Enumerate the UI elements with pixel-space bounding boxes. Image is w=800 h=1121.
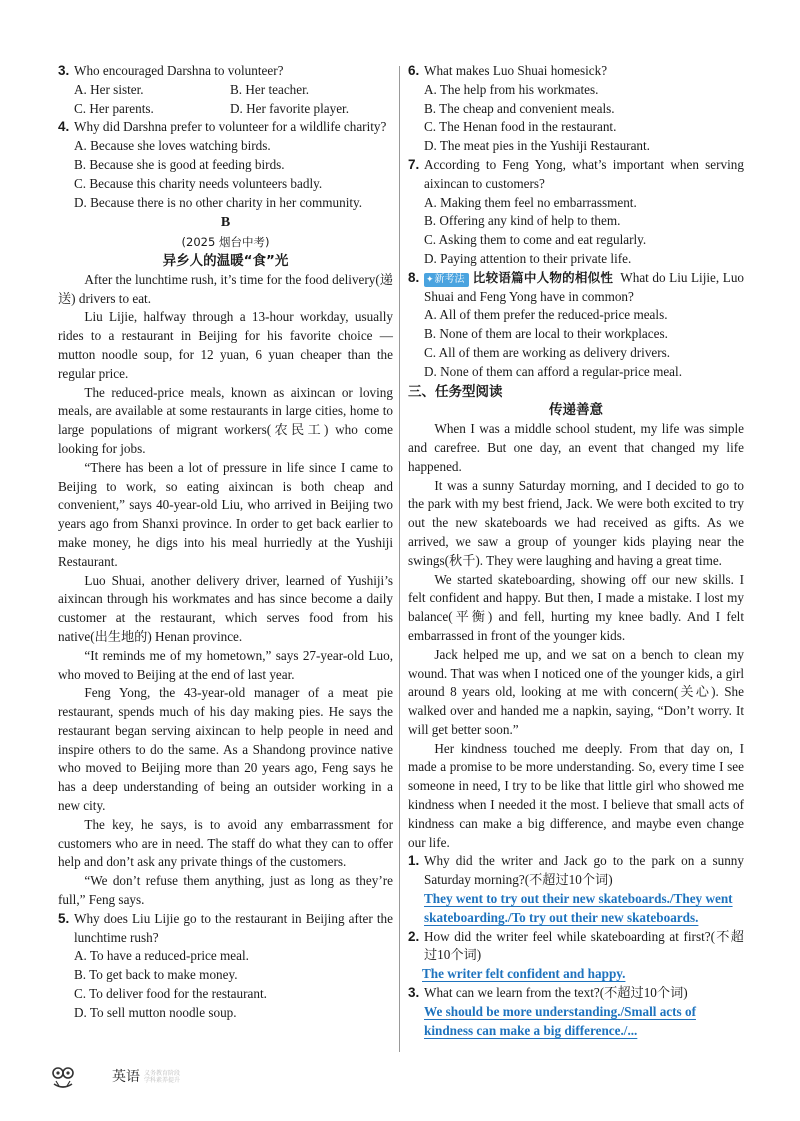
section-heading: 三、任务型阅读 [408,383,503,400]
page-footer [50,1064,180,1090]
paragraph: When I was a middle school student, my life was simple and carefree. But one day, an event that changed my life happened. [408,421,744,474]
option-b: B. The cheap and convenient meals. [424,100,615,116]
series-label [144,1070,180,1084]
option-b: B. Because she is good at feeding birds. [74,156,285,172]
question-text: How did the writer feel while skateboarding at first?(不超过10个词) [424,928,744,963]
right-column [408,62,744,1040]
option-a: A. Her sister. [74,81,144,97]
options [408,306,744,381]
question-3 [58,62,393,81]
options [408,194,744,269]
paragraph: “It reminds me of my hometown,” says 27-year-old Luo, who moved to Beijing at the end of last year. [58,647,393,682]
option-d: D. Paying attention to their private life. [424,250,632,266]
left-column [58,62,393,1023]
option-a: A. Because she loves watching birds. [74,138,271,154]
paragraph: It was a sunny Saturday morning, and I decided to go to the park with my best friend, Jack. We were both excited to try out the new skateboards we had received as gifts. As we arrived, we saw a group of younger kids playing near the swings(秋千). They were laughing and having a great time. [408,477,744,568]
question-text: Why does Liu Lijie go to the restaurant in Beijing after the lunchtime rush? [74,910,393,945]
options [58,81,393,119]
paragraph: Liu Lijie, halfway through a 13-hour workday, usually rides to a restaurant in Beijing for his favorite choice — mutton noodle soup, for 12 yuan, 6 yuan cheaper than the regular price. [58,309,393,381]
answer-text: They went to try out their new skateboards./They went skateboarding./To try out their new skateboards. [424,891,733,925]
question-text: Why did Darshna prefer to volunteer for a wildlife charity? [74,119,387,135]
question-number: 7. [408,156,420,172]
option-d: D. The meat pies in the Yushiji Restaurant. [424,138,650,154]
option-d: D. To sell mutton noodle soup. [74,1004,237,1020]
option-c: C. Because this charity needs volunteers badly. [74,175,323,191]
section-letter: B [220,215,231,231]
option-b: B. None of them are local to their workplaces. [424,326,668,342]
paragraph: Feng Yong, the 43-year-old manager of a meat pie restaurant, spends much of his day making pies. He says the restaurant began serving aixincan to help people in need and inspire others to do the same. As a Shandong province native who moved to Beijing more than 20 years ago, Feng says he has a deep understanding of being an outsider working in a new city. [58,685,393,814]
option-d: D. None of them can afford a regular-price meal. [424,363,682,379]
question-cn-prompt: 比较语篇中人物的相似性 [472,269,614,285]
option-c: C. To deliver food for the restaurant. [74,986,267,1002]
question-number: 5. [58,910,70,926]
option-a: A. All of them prefer the reduced-price meals. [424,307,668,323]
badge-label: 新考法 [434,273,465,285]
option-b: B. Offering any kind of help to them. [424,213,621,229]
passage-title: 异乡人的温暖“食”光 [162,252,289,269]
subject-label: 英语 [112,1068,140,1085]
question-number: 3. [58,63,70,78]
question-number: 8. [408,269,420,285]
question-number: 6. [408,63,420,78]
answer-text: The writer felt confident and happy. [422,966,626,982]
question-number: 2. [408,928,420,944]
question-8 [408,269,744,307]
options [58,137,393,212]
column-divider [399,66,400,1052]
option-a: A. The help from his workmates. [424,81,599,97]
question-text: What makes Luo Shuai homesick? [424,63,608,78]
option-b: B. To get back to make money. [74,967,238,983]
question-text-wrap [424,269,744,307]
new-method-badge [424,273,469,287]
task-question-3 [408,984,744,1003]
paragraph: Luo Shuai, another delivery driver, learned of Yushiji’s aixincan through his workmates and has since become a daily customer at the restaurant, which serves food from his native(出生地的) Henan province. [58,572,393,644]
series-line-1: 义务教育阶段 [144,1070,181,1077]
question-text: According to Feng Yong, what’s important when serving aixincan to customers? [424,156,744,191]
paragraph: The key, he says, is to avoid any embarrassment for customers who are in need. The staff do what they can to offer help and don’t ask any private things of the customers. [58,816,393,870]
question-7 [408,156,744,194]
paragraph: The reduced-price meals, known as aixincan or loving meals, are available at some restaurants in large cities, home to large populations of migrant workers(农民工) who come looking for jobs. [58,384,393,456]
question-number: 1. [408,853,420,869]
passage-title: 传递善意 [549,402,603,419]
question-4 [58,118,393,137]
option-d: D. Because there is no other charity in her community. [74,194,363,210]
question-number: 3. [408,985,420,1001]
options [58,947,393,1022]
answer-block [408,1003,744,1041]
option-c: C. All of them are working as delivery drivers. [424,344,671,360]
paragraph: We started skateboarding, showing off our new skills. I felt confident and happy. But then, I made a mistake. I lost my balance(平衡) and fell, hurting my knee badly. And I felt embarrassed in front of the younger kids. [408,571,744,643]
paragraph: “There has been a lot of pressure in life since I came to Beijing to work, so eating aixincan is both cheap and convenient,” says 40-year-old Liu, who arrived in Beijing two years ago from Shanxi province. In order to get back earlier to make money, he digs into his meal hurriedly at the Yushiji Restaurant. [58,459,393,569]
question-5 [58,910,393,948]
question-text: What do Liu Lijie, Luo Shuai and Feng Yong have in common? [424,269,745,304]
task-question-2 [408,928,744,966]
passage [408,420,744,852]
option-c: C. Her parents. [74,100,154,116]
question-text: Why did the writer and Jack go to the park on a sunny Saturday morning?(不超过10个词) [424,853,744,888]
paragraph: “We don’t refuse them anything, just as long as they’re full,” Feng says. [58,873,393,908]
mascot-logo-icon [50,1064,76,1090]
answer-block [408,965,744,984]
answer-text: We should be more understanding./Small acts of kindness can make a big difference./... [424,1003,696,1038]
series-line-2: 学科素养提升 [144,1077,181,1084]
question-6 [408,62,744,81]
answer-block [408,890,744,928]
passage [58,271,393,910]
option-c: C. The Henan food in the restaurant. [424,119,617,135]
paragraph: Her kindness touched me deeply. From that day on, I made a promise to be more understanding. So, every time I see someone in need, I try to be like that little girl who showed me kindness when I needed it the most. I believe that small acts of kindness can make a big difference, and maybe even change our life. [408,740,744,850]
options [408,81,744,156]
option-c: C. Asking them to come and eat regularly. [424,232,647,248]
paragraph: Jack helped me up, and we sat on a bench to clean my wound. That was when I noticed one of the younger kids, a girl around 8 years old, looking at me with concern(关心). She walked over and handed me a napkin, saying, “Don’t worry. It will get better soon.” [408,646,744,737]
option-a: A. To have a reduced-price meal. [74,948,249,964]
option-d: D. Her favorite player. [230,100,350,116]
option-b: B. Her teacher. [230,81,310,97]
source-label: (2025 烟台中考) [181,235,270,250]
option-a: A. Making them feel no embarrassment. [424,194,637,210]
question-text: Who encouraged Darshna to volunteer? [74,63,284,78]
question-number: 4. [58,119,70,135]
task-question-1 [408,852,744,890]
paragraph: After the lunchtime rush, it’s time for the food delivery(递送) drivers to eat. [58,271,393,306]
star-icon: ✦ [426,274,434,285]
question-text: What can we learn from the text?(不超过10个词) [424,985,688,1001]
